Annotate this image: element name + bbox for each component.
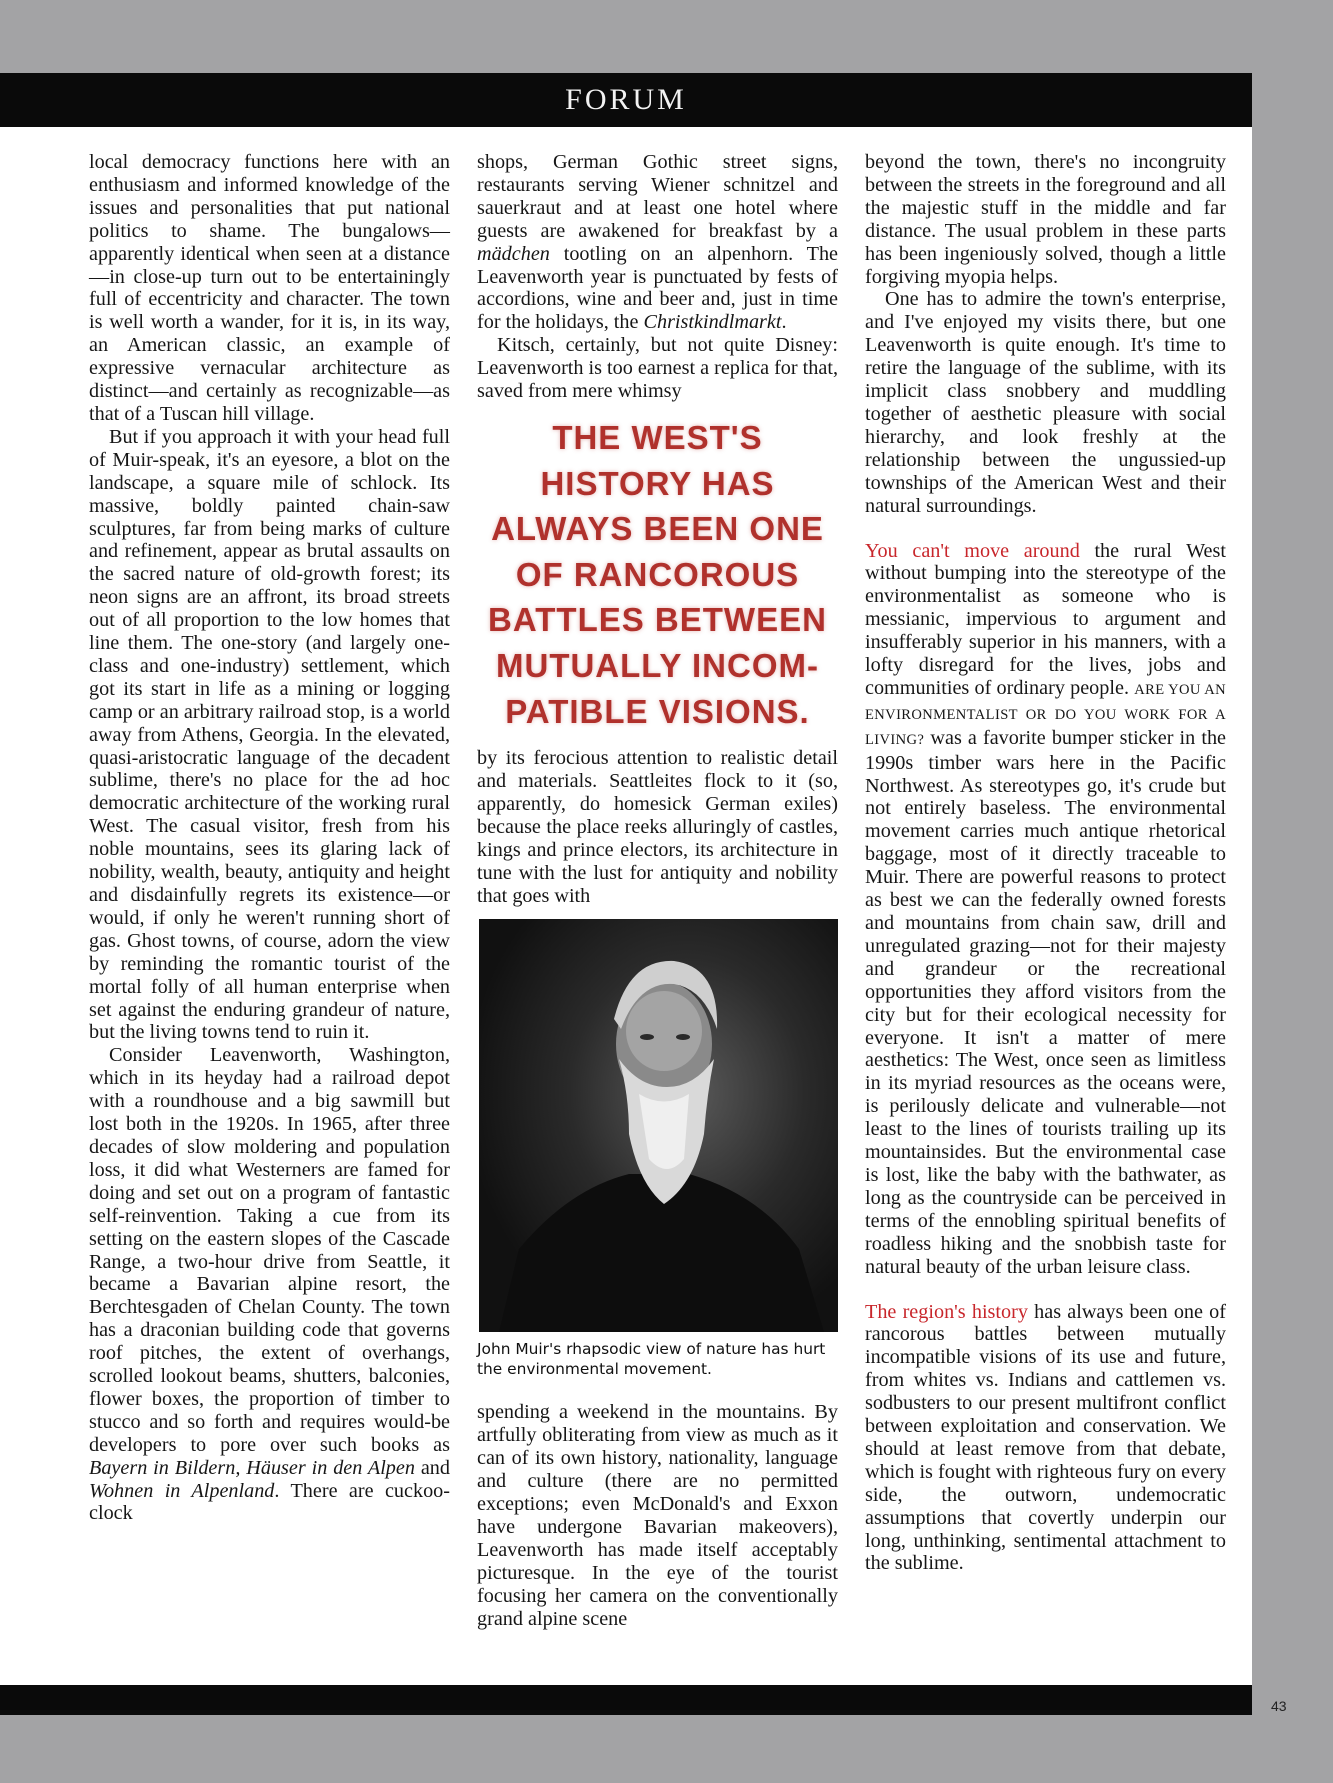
pull-quote-line: HISTORY HAS <box>540 464 775 502</box>
book-title: Bayern in Bildern, Häuser in den Alpen <box>89 1456 415 1479</box>
bumper-sticker-quote: ARE YOU AN ENVIRONMENTALIST OR DO YOU WORK FOR A LIVING? <box>865 681 1226 748</box>
pull-quote-line: PATIBLE VISIONS. <box>505 692 810 730</box>
italic-word: mädchen <box>477 242 550 265</box>
text: has always been one of rancorous battles between mutually incompatible visions of its use and future, from whites vs. Indians and cattlemen vs. sodbusters to our present multifront conflict between exploitation and conservation. We should at least remove from that debate, which is fought with righteous fury on every side, the outworn, undemocratic assumptions that covertly underpin our long, unthinking, sentimental attachment to the sublime. <box>865 1300 1226 1575</box>
text: the rural West without bumping into the stereotype of the environmentalist as someone who is messianic, impervious to argument and insufferably superior in his manners, with a lofty disregard for the lives, jobs and communities of ordinary people. <box>865 539 1226 699</box>
paragraph: local democracy functions here with an enthusiasm and informed knowledge of the issues and personalities that put national politics to shame. The bungalows—apparently identical when seen at a distance—in close-up turn out to be entertainingly full of eccentricity and character. The town is well worth a wander, for it is, in its way, an American classic, an example of expressive vernacular architecture as distinct—and certainly as recognizable—as that of a Tuscan hill village. <box>89 151 450 425</box>
text: and <box>414 1456 450 1479</box>
pull-quote <box>477 415 838 734</box>
text: Consider Leavenworth, Washington, which in its heyday had a railroad depot with a roundhouse and a big sawmill but lost both in the 1920s. In 1965, after three decades of slow moldering and population loss, it did what Westerners are famed for doing and set out on a program of fantastic self-reinvention. Taking a cue from its setting on the eastern slopes of the Cascade Range, a two-hour drive from Seattle, it became a Bavarian alpine resort, the Berchtesgaden of Chelan County. The town has a draconian building code that governs roof pitches, the extent of overhangs, scrolled lookout beams, shutters, balconies, flower boxes, the proportion of timber to stucco and so forth and requires would-be developers to pore over such books as <box>89 1044 450 1456</box>
text: . There are cuckoo-clock <box>89 1479 450 1525</box>
portrait-illustration <box>479 919 838 1332</box>
portrait-photo <box>479 919 838 1332</box>
text-column-2 <box>477 151 838 1631</box>
paragraph: One has to admire the town's enterprise, and I've enjoyed my visits there, but one Leavenworth is quite enough. It's time to retire the language of the sublime, with its implicit class snobbery and muddling together of aesthetic pleasure with social hierarchy, and look freshly at the relationship between the ungussied-up townships of the American West and their natural surroundings. <box>865 288 1226 517</box>
section-lead-in: The region's history <box>865 1300 1028 1323</box>
pull-quote-line: MUTUALLY INCOM- <box>496 646 819 684</box>
pull-quote-line: BATTLES BETWEEN <box>488 601 827 639</box>
pull-quote-line: ALWAYS BEEN ONE <box>491 510 824 548</box>
section-header-bar <box>0 73 1252 127</box>
text: tootling on an alpenhorn. The Leavenworth year is punctuated by fests of accordions, wine and beer and, just in time for the holidays, the <box>477 242 838 334</box>
pull-quote-line: THE WEST'S <box>552 418 763 456</box>
paragraph <box>865 540 1226 1279</box>
book-title: Wohnen in Alpenland <box>89 1479 275 1502</box>
page-number: 43 <box>1271 1698 1287 1714</box>
section-title: FORUM <box>565 83 687 116</box>
pull-quote-line: OF RANCOROUS <box>515 555 800 593</box>
section-lead-in: You can't move around <box>865 539 1080 562</box>
text: was a favorite bumper sticker in the 1990s timber wars here in the Pacific Northwest. As stereotypes go, it's crude but not entirely baseless. The environmental movement carries much antique rhetorical baggage, most of it directly traceable to Muir. There are powerful reasons to protect as best we can the federally owned forests and mountains from chain saw, drill and unregulated grazing—not for their majesty and grandeur or the recreational opportunities they afford visitors from the city but for their ecological necessity for everyone. It isn't a matter of mere aesthetics: The West, once seen as limitless in its myriad resources as the oceans were, is perilously delicate and vulnerable—not least to the lines of tourists trailing up its mountainsides. But the environmental case is lost, like the baby with the bathwater, as long as the countryside can be perceived in terms of the ennobling spiritual benefits of roadless hiking and the snobbish taste for natural beauty of the urban leisure class. <box>865 726 1226 1278</box>
photo-caption: John Muir's rhapsodic view of nature has hurt the environmental movement. <box>477 1340 826 1379</box>
text-column-1 <box>89 151 450 1525</box>
text-column-3 <box>865 151 1226 1575</box>
italic-word: Christkindlmarkt <box>643 311 782 334</box>
text: shops, German Gothic street signs, restaurants serving Wiener schnitzel and sauerkraut and at least one hotel where guests are awakened for breakfast by a <box>477 151 838 242</box>
paragraph: by its ferocious attention to realistic detail and materials. Seattleites flock to it (so, apparently, do homesick German exiles) because the place reeks alluringly of castles, kings and prince electors, its architecture in tune with the lust for antiquity and nobility that goes with <box>477 747 838 907</box>
paragraph: Kitsch, certainly, but not quite Disney: Leavenworth is too earnest a replica for that, saved from mere whimsy <box>477 334 838 403</box>
paragraph <box>477 151 838 334</box>
paragraph <box>865 1301 1226 1576</box>
paragraph: But if you approach it with your head full of Muir-speak, it's an eyesore, a blot on the landscape, a square mile of schlock. Its massive, boldly painted chain-saw sculptures, far from being marks of culture and refinement, appear as brutal assaults on the sacred nature of old-growth forest; its neon signs are an affront, its broad streets out of all proportion to the low homes that line them. The one-story (and largely one-class and one-industry) settlement, which got its start in life as a mining or logging camp or an arbitrary railroad stop, is a world away from Athens, Georgia. In the elevated, quasi-aristocratic language of the decadent sublime, there's no place for the ad hoc democratic architecture of the working rural West. The casual visitor, fresh from his noble mountains, sees its glaring lack of nobility, wealth, beauty, antiquity and height and disdainfully regrets its existence—or would, if only he weren't running short of gas. Ghost towns, of course, adorn the view by reminding the romantic tourist of the mortal folly of all human enterprise when set against the enduring grandeur of nature, but the living towns tend to ruin it. <box>89 425 450 1044</box>
paragraph: spending a weekend in the mountains. By artfully obliterating from view as much as it can of its own history, nationality, language and culture (there are no permitted exceptions; even McDonald's and Exxon have undergone Bavarian makeovers), Leavenworth has made itself acceptably picturesque. In the eye of the tourist focusing her camera on the conventionally grand alpine scene <box>477 1401 838 1630</box>
footer-bar <box>0 1685 1252 1715</box>
paragraph: beyond the town, there's no incongruity between the streets in the foreground and all the majestic stuff in the middle and far distance. The usual problem in these parts has been ingeniously solved, though a little forgiving myopia helps. <box>865 151 1226 288</box>
paragraph <box>89 1044 450 1525</box>
text: . <box>781 311 787 334</box>
magazine-page <box>0 73 1252 1715</box>
